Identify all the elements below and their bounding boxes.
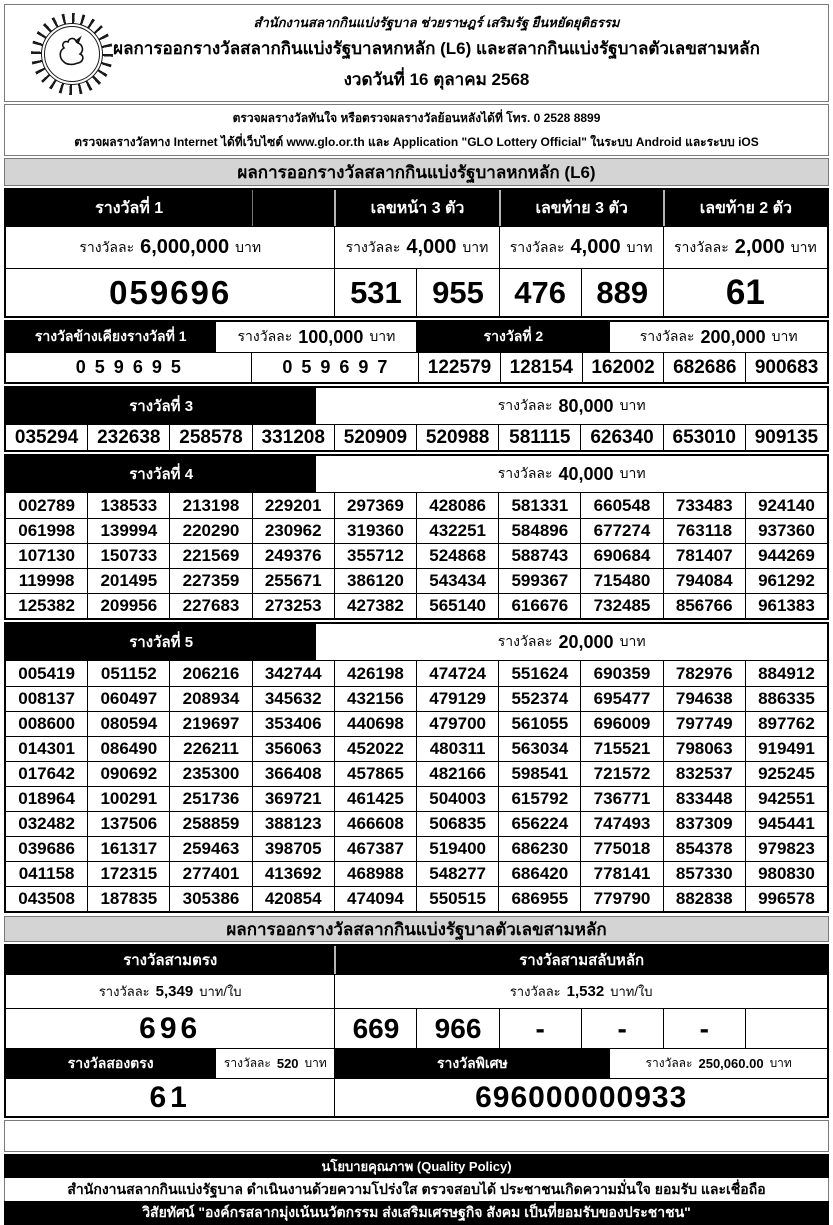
- special-prize-number: 696000000933: [334, 1079, 827, 1116]
- special-prize-label: รางวัลพิเศษ: [334, 1049, 609, 1078]
- draw-date: งวดวันที่ 16 ตุลาคม 2568: [343, 69, 530, 89]
- number-cell: 857330: [663, 862, 745, 886]
- last3-label: เลขท้าย 3 ตัว: [499, 190, 663, 226]
- number-cell: 474094: [334, 887, 416, 911]
- prize4-label: รางวัลที่ 4: [6, 456, 316, 492]
- prize5-amount: รางวัลละ 20,000 บาท: [497, 631, 646, 652]
- number-cell: [745, 1009, 827, 1048]
- straight3-number: 696: [139, 1011, 202, 1045]
- last2-amount: รางวัลละ 2,000 บาท: [663, 227, 827, 268]
- prize3-label: รางวัลที่ 3: [6, 388, 316, 424]
- number-cell: 100291: [87, 787, 169, 811]
- number-row: [6, 493, 827, 518]
- adjacent-prize2-header-row: [6, 322, 827, 352]
- number-cell: 467387: [334, 837, 416, 861]
- permute3-numbers: [334, 1009, 827, 1048]
- number-cell: 061998: [18, 521, 75, 540]
- prize3-header-row: [6, 388, 827, 424]
- glo-seal-logo: [23, 13, 115, 97]
- number-cell: 966: [416, 1009, 498, 1048]
- number-cell: 856766: [663, 594, 745, 618]
- number-cell: 519400: [416, 837, 498, 861]
- special-prize-amount: รางวัลละ 250,060.00 บาท: [609, 1049, 827, 1078]
- number-cell: 041158: [18, 864, 75, 883]
- number-cell: 886335: [745, 687, 827, 711]
- last3-number: 889: [581, 269, 663, 316]
- number-cell: 258859: [169, 812, 251, 836]
- number-cell: 221569: [169, 544, 251, 568]
- prize5-label: รางวัลที่ 5: [6, 624, 316, 660]
- number-cell: 798063: [663, 737, 745, 761]
- number-cell: 480311: [416, 737, 498, 761]
- number-cell: 961383: [745, 594, 827, 618]
- number-cell: 428086: [416, 493, 498, 518]
- number-cell: 220290: [169, 519, 251, 543]
- number-cell: 552374: [498, 687, 580, 711]
- number-cell: 227683: [169, 594, 251, 618]
- number-cell: 427382: [334, 594, 416, 618]
- number-cell: 032482: [18, 814, 75, 833]
- number-cell: 732485: [580, 594, 662, 618]
- number-cell: 588743: [498, 544, 580, 568]
- last2-label: เลขท้าย 2 ตัว: [663, 190, 827, 226]
- number-cell: 125382: [18, 596, 75, 615]
- number-cell: 187835: [87, 887, 169, 911]
- number-row: [6, 593, 827, 618]
- number-cell: 051152: [87, 661, 169, 686]
- number-cell: 440698: [334, 712, 416, 736]
- number-cell: 482166: [416, 762, 498, 786]
- number-cell: 119998: [18, 571, 75, 590]
- front3-label: เลขหน้า 3 ตัว: [334, 190, 498, 226]
- number-cell: 715480: [580, 569, 662, 593]
- number-cell: 366408: [252, 762, 334, 786]
- number-cell: 980830: [745, 862, 827, 886]
- three-digit-header-row: [6, 946, 827, 974]
- prize5-table: [4, 622, 829, 913]
- number-cell: 161317: [87, 837, 169, 861]
- number-cell: 474724: [416, 661, 498, 686]
- number-cell: 581115: [498, 425, 580, 450]
- number-cell: 690359: [580, 661, 662, 686]
- number-cell: 996578: [745, 887, 827, 911]
- number-cell: 945441: [745, 812, 827, 836]
- prize3-table: [4, 386, 829, 452]
- prize4-amount: รางวัลละ 40,000 บาท: [497, 463, 646, 484]
- number-cell: 466608: [334, 812, 416, 836]
- number-cell: 043508: [18, 889, 75, 908]
- number-cell: 201495: [87, 569, 169, 593]
- number-cell: 733483: [663, 493, 745, 518]
- number-cell: 721572: [580, 762, 662, 786]
- number-row: [6, 543, 827, 568]
- number-cell: 778141: [580, 862, 662, 886]
- number-row: [6, 836, 827, 861]
- three-digit-table: [4, 944, 829, 1118]
- number-cell: 014301: [18, 739, 75, 758]
- straight3-amount: รางวัลละ 5,349 บาท/ใบ: [98, 983, 242, 1000]
- number-cell: 008600: [18, 714, 75, 733]
- number-cell: 696009: [580, 712, 662, 736]
- front3-number: 955: [416, 269, 498, 316]
- number-cell: 924140: [745, 493, 827, 518]
- number-cell: 598541: [498, 762, 580, 786]
- number-cell: 353406: [252, 712, 334, 736]
- number-cell: 565140: [416, 594, 498, 618]
- prize4-header-row: [6, 456, 827, 492]
- first-prize-label: รางวัลที่ 1: [6, 190, 252, 226]
- number-cell: 695477: [580, 687, 662, 711]
- number-cell: 660548: [580, 493, 662, 518]
- number-row: [6, 518, 827, 543]
- number-cell: 162002: [582, 353, 664, 382]
- adjacent-number: 059695: [75, 357, 190, 377]
- number-cell: 561055: [498, 712, 580, 736]
- number-row: [6, 811, 827, 836]
- first-prize-number: 059696: [109, 273, 232, 311]
- number-cell: 259463: [169, 837, 251, 861]
- number-cell: 398705: [252, 837, 334, 861]
- number-cell: 342744: [252, 661, 334, 686]
- page-title: ผลการออกรางวัลสลากกินแบ่งรัฐบาลหกหลัก (L6) และสลากกินแบ่งรัฐบาลตัวเลขสามหลัก: [113, 39, 760, 59]
- number-cell: 747493: [580, 812, 662, 836]
- number-cell: 626340: [580, 425, 662, 450]
- number-cell: 005419: [18, 663, 75, 683]
- number-cell: 479129: [416, 687, 498, 711]
- number-cell: 255671: [252, 569, 334, 593]
- number-cell: 251736: [169, 787, 251, 811]
- last3-number: 476: [499, 269, 581, 316]
- number-cell: 669: [352, 1012, 400, 1044]
- section-title-n3: ผลการออกรางวัลสลากกินแบ่งรัฐบาลตัวเลขสามหลัก: [4, 916, 829, 942]
- number-cell: 919491: [745, 737, 827, 761]
- number-cell: 882838: [663, 887, 745, 911]
- number-cell: 107130: [18, 546, 75, 565]
- number-cell: 900683: [745, 353, 827, 382]
- number-cell: 779790: [580, 887, 662, 911]
- front3-number: 531: [334, 269, 416, 316]
- number-row: [6, 736, 827, 761]
- number-cell: 213198: [169, 493, 251, 518]
- number-cell: 432251: [416, 519, 498, 543]
- prize5-header-row: [6, 624, 827, 660]
- number-cell: 599367: [498, 569, 580, 593]
- info-line-phone: ตรวจผลรางวัลทันใจ หรือตรวจผลรางวัลย้อนหลังได้ที่ โทร. 0 2528 8899: [232, 111, 601, 125]
- number-cell: 035294: [14, 426, 79, 448]
- number-cell: 677274: [580, 519, 662, 543]
- number-cell: 457865: [334, 762, 416, 786]
- number-cell: 925245: [745, 762, 827, 786]
- number-cell: 060497: [87, 687, 169, 711]
- adjacent-prize-label: รางวัลข้างเคียงรางวัลที่ 1: [6, 322, 215, 352]
- first-prize-table: [4, 188, 829, 318]
- number-cell: 090692: [87, 762, 169, 786]
- number-cell: 550515: [416, 887, 498, 911]
- number-row: [6, 861, 827, 886]
- first-prize-header-row: [6, 190, 827, 226]
- number-cell: 017642: [18, 764, 75, 783]
- header: [4, 4, 829, 102]
- prize3-amount: รางวัลละ 80,000 บาท: [497, 395, 646, 416]
- number-cell: 884912: [745, 661, 827, 686]
- number-cell: 273253: [252, 594, 334, 618]
- number-cell: 944269: [745, 544, 827, 568]
- number-cell: 249376: [252, 544, 334, 568]
- number-cell: 551624: [498, 661, 580, 686]
- three-digit-numbers-row: [6, 1008, 827, 1048]
- number-cell: 206216: [169, 661, 251, 686]
- number-cell: 008137: [18, 689, 75, 708]
- quality-policy-bar: นโยบายคุณภาพ (Quality Policy): [4, 1154, 829, 1178]
- number-cell: 305386: [169, 887, 251, 911]
- number-cell: 420854: [252, 887, 334, 911]
- vision-bar: วิสัยทัศน์ "องค์กรสลากมุ่งเน้นนวัตกรรม ส่งเสริมเศรษฐกิจ สังคม เป็นที่ยอมรับของประชาชน": [4, 1201, 829, 1225]
- first-prize-amount: รางวัลละ 6,000,000 บาท: [79, 236, 262, 258]
- number-cell: 150733: [87, 544, 169, 568]
- first-prize-numbers-row: [6, 268, 827, 316]
- number-cell: 715521: [580, 737, 662, 761]
- last2-number: 61: [663, 269, 827, 316]
- number-cell: 794084: [663, 569, 745, 593]
- number-cell: 909135: [745, 425, 827, 450]
- number-cell: 128154: [500, 353, 582, 382]
- section-title-l6: ผลการออกรางวัลสลากกินแบ่งรัฐบาลหกหลัก (L6): [4, 158, 829, 186]
- number-cell: 258578: [169, 425, 251, 450]
- header-text: [73, 11, 760, 96]
- number-cell: 452022: [334, 737, 416, 761]
- two-digit-numbers-row: [6, 1078, 827, 1116]
- number-cell: 942551: [745, 787, 827, 811]
- number-cell: 615792: [498, 787, 580, 811]
- number-cell: 122579: [427, 356, 492, 378]
- first-prize-amount-row: [6, 226, 827, 268]
- number-cell: 086490: [87, 737, 169, 761]
- number-cell: 520909: [334, 425, 416, 450]
- number-cell: -: [499, 1009, 581, 1048]
- number-cell: 229201: [252, 493, 334, 518]
- straight2-amount: รางวัลละ 520 บาท: [215, 1049, 334, 1078]
- front3-amount: รางวัลละ 4,000 บาท: [334, 227, 498, 268]
- number-cell: 690684: [580, 544, 662, 568]
- number-cell: 797749: [663, 712, 745, 736]
- number-cell: 736771: [580, 787, 662, 811]
- adjacent-number: 059697: [251, 353, 418, 382]
- number-cell: 345632: [252, 687, 334, 711]
- number-cell: 172315: [87, 862, 169, 886]
- number-cell: 782976: [663, 661, 745, 686]
- number-cell: 504003: [416, 787, 498, 811]
- prize2-label: รางวัลที่ 2: [416, 322, 609, 352]
- number-row: [6, 686, 827, 711]
- adjacent-prize-amount: รางวัลละ 100,000 บาท: [215, 322, 416, 352]
- number-cell: 524868: [416, 544, 498, 568]
- number-cell: 219697: [169, 712, 251, 736]
- number-cell: 616676: [498, 594, 580, 618]
- prize3-numbers: [6, 424, 827, 450]
- seal-bird-icon: [50, 32, 94, 76]
- last3-amount: รางวัลละ 4,000 บาท: [499, 227, 663, 268]
- check-results-info: [4, 104, 829, 156]
- number-cell: 833448: [663, 787, 745, 811]
- number-cell: 018964: [18, 789, 75, 808]
- number-cell: 581331: [498, 493, 580, 518]
- number-cell: 227359: [169, 569, 251, 593]
- number-row: [6, 711, 827, 736]
- number-cell: 506835: [416, 812, 498, 836]
- prize5-numbers-grid: [6, 660, 827, 911]
- number-cell: 209956: [87, 594, 169, 618]
- number-cell: 479700: [416, 712, 498, 736]
- prize4-table: [4, 454, 829, 620]
- number-cell: 426198: [334, 661, 416, 686]
- prize2-numbers: [418, 353, 827, 382]
- number-cell: 226211: [169, 737, 251, 761]
- number-cell: 653010: [663, 425, 745, 450]
- number-cell: 208934: [169, 687, 251, 711]
- number-cell: -: [663, 1009, 745, 1048]
- number-cell: 794638: [663, 687, 745, 711]
- straight2-number: 61: [149, 1080, 191, 1114]
- number-cell: 686230: [498, 837, 580, 861]
- number-cell: 854378: [663, 837, 745, 861]
- number-cell: 388123: [252, 812, 334, 836]
- number-cell: 897762: [745, 712, 827, 736]
- number-cell: 837309: [663, 812, 745, 836]
- number-cell: 331208: [252, 425, 334, 450]
- agency-motto: สำนักงานสลากกินแบ่งรัฐบาล ช่วยราษฎร์ เสริมรัฐ ยืนหยัดยุติธรรม: [253, 14, 620, 30]
- number-cell: 584896: [498, 519, 580, 543]
- number-cell: 235300: [169, 762, 251, 786]
- permute3-amount: รางวัลละ 1,532 บาท/ใบ: [334, 975, 827, 1008]
- number-cell: 039686: [18, 839, 75, 858]
- number-cell: 432156: [334, 687, 416, 711]
- adjacent-prize2-table: [4, 320, 829, 384]
- info-line-internet: ตรวจผลรางวัลทาง Internet ได้ที่เว็บไซต์ www.glo.or.th และ Application "GLO Lottery Official" ในระบบ Android และระบบ iOS: [74, 135, 759, 149]
- number-cell: 080594: [87, 712, 169, 736]
- number-cell: 548277: [416, 862, 498, 886]
- number-cell: 386120: [334, 569, 416, 593]
- prize4-numbers-grid: [6, 492, 827, 618]
- number-cell: 686420: [498, 862, 580, 886]
- two-digit-header-row: [6, 1048, 827, 1078]
- number-cell: 002789: [18, 495, 75, 515]
- number-cell: 763118: [663, 519, 745, 543]
- number-cell: 138533: [87, 493, 169, 518]
- number-cell: 686955: [498, 887, 580, 911]
- number-cell: 319360: [334, 519, 416, 543]
- number-cell: 461425: [334, 787, 416, 811]
- first-prize-header-spacer: [252, 190, 334, 226]
- number-cell: 232638: [87, 425, 169, 450]
- three-digit-amount-row: [6, 974, 827, 1008]
- number-cell: 230962: [252, 519, 334, 543]
- number-cell: 979823: [745, 837, 827, 861]
- number-cell: 520988: [416, 425, 498, 450]
- straight2-label: รางวัลสองตรง: [6, 1049, 215, 1078]
- number-cell: 775018: [580, 837, 662, 861]
- number-cell: 682686: [663, 353, 745, 382]
- empty-spacer-box: [4, 1120, 829, 1152]
- number-cell: 139994: [87, 519, 169, 543]
- number-cell: 297369: [334, 493, 416, 518]
- number-row: [6, 661, 827, 686]
- number-cell: 563034: [498, 737, 580, 761]
- prize2-amount: รางวัลละ 200,000 บาท: [609, 322, 827, 352]
- permute3-label: รางวัลสามสลับหลัก: [334, 946, 827, 974]
- number-cell: 468988: [334, 862, 416, 886]
- number-cell: 781407: [663, 544, 745, 568]
- number-cell: 961292: [745, 569, 827, 593]
- number-cell: 656224: [498, 812, 580, 836]
- number-cell: 356063: [252, 737, 334, 761]
- number-cell: 369721: [252, 787, 334, 811]
- number-row: [6, 568, 827, 593]
- number-cell: 137506: [87, 812, 169, 836]
- number-cell: -: [581, 1009, 663, 1048]
- number-cell: 355712: [334, 544, 416, 568]
- number-cell: 543434: [416, 569, 498, 593]
- number-row: [6, 786, 827, 811]
- number-row: [6, 886, 827, 911]
- adjacent-prize2-numbers-row: [6, 352, 827, 382]
- quality-policy-text: สำนักงานสลากกินแบ่งรัฐบาล ดำเนินงานด้วยความโปร่งใส ตรวจสอบได้ ประชาชนเกิดความมั่นใจ ยอมรับ และเชื่อถือ: [4, 1178, 829, 1201]
- number-row: [6, 761, 827, 786]
- straight3-label: รางวัลสามตรง: [6, 946, 334, 974]
- number-cell: 832537: [663, 762, 745, 786]
- number-cell: 937360: [745, 519, 827, 543]
- number-cell: 277401: [169, 862, 251, 886]
- number-cell: 413692: [252, 862, 334, 886]
